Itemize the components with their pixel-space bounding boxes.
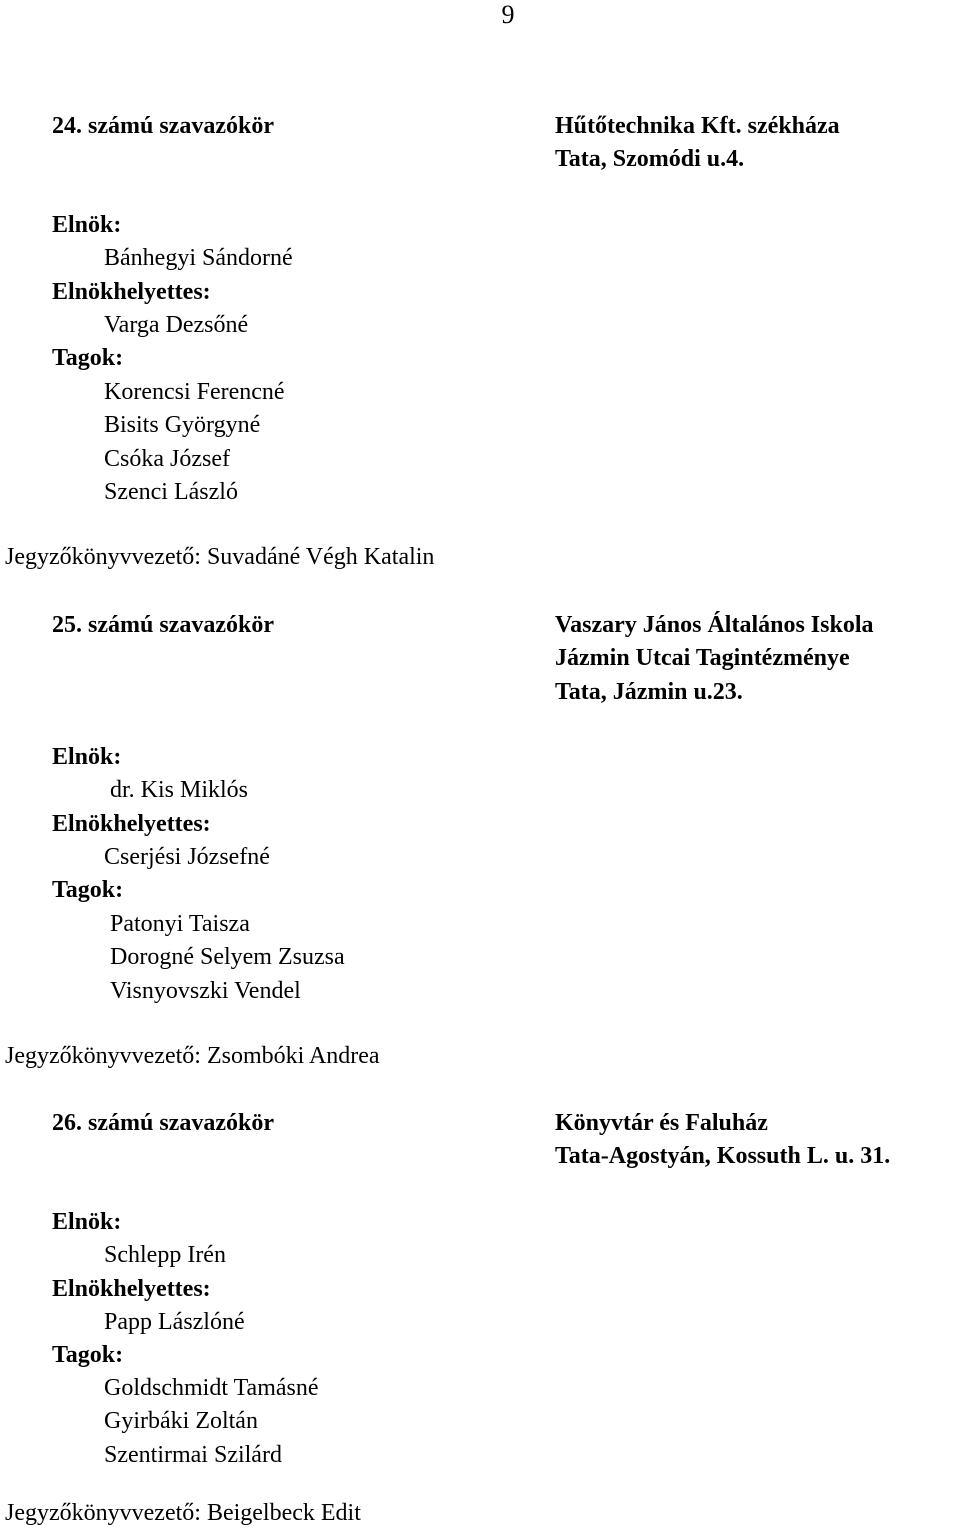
clerk-line: Jegyzőkönyvvezető: Suvadáné Végh Katalin <box>5 544 435 570</box>
chair-label: Elnök: <box>52 212 122 238</box>
address-line: Tata, Szomódi u.4. <box>555 146 745 173</box>
section-title: 26. számú szavazókör <box>52 1110 274 1136</box>
chair-name: Bánhegyi Sándorné <box>104 245 293 271</box>
chair-name: Schlepp Irén <box>104 1242 226 1268</box>
members-list <box>104 376 285 509</box>
vice-chair-name: Papp Lászlóné <box>104 1309 245 1335</box>
member-name: Korencsi Ferencné <box>104 379 285 405</box>
section-address <box>555 1107 890 1174</box>
member-name: Bisits Györgyné <box>104 412 261 439</box>
member-name: Szentirmai Szilárd <box>104 1441 282 1468</box>
members-label: Tagok: <box>52 877 124 903</box>
chair-label: Elnök: <box>52 744 122 770</box>
section-title: 24. számú szavazókör <box>52 113 274 139</box>
address-line: Tata, Jázmin u.23. <box>555 678 743 705</box>
section-title: 25. számú szavazókör <box>52 612 274 638</box>
members-label: Tagok: <box>52 1342 124 1368</box>
address-line: Hűtőtechnika Kft. székháza <box>555 113 840 139</box>
vice-chair-label: Elnökhelyettes: <box>52 1276 211 1302</box>
member-name: Dorogné Selyem Zsuzsa <box>110 944 345 971</box>
vice-chair-name: Varga Dezsőné <box>104 312 249 338</box>
member-name: Szenci László <box>104 478 238 505</box>
section-address <box>555 110 840 177</box>
member-name: Visnyovszki Vendel <box>110 977 301 1004</box>
member-name: Patonyi Taisza <box>110 911 250 937</box>
vice-chair-label: Elnökhelyettes: <box>52 279 211 305</box>
chair-name: dr. Kis Miklós <box>110 777 249 803</box>
address-line: Könyvtár és Faluház <box>555 1110 768 1136</box>
members-list <box>110 908 345 1008</box>
member-name: Goldschmidt Tamásné <box>104 1375 319 1401</box>
vice-chair-label: Elnökhelyettes: <box>52 811 211 837</box>
vice-chair-name: Cserjési Józsefné <box>104 844 270 870</box>
members-list <box>104 1372 319 1472</box>
members-label: Tagok: <box>52 345 124 371</box>
address-line: Tata-Agostyán, Kossuth L. u. 31. <box>555 1143 891 1170</box>
page-number: 9 <box>501 0 515 29</box>
member-name: Gyirbáki Zoltán <box>104 1408 258 1435</box>
member-name: Csóka József <box>104 445 230 472</box>
section-address <box>555 609 874 709</box>
clerk-line: Jegyzőkönyvvezető: Zsombóki Andrea <box>5 1043 380 1069</box>
clerk-line: Jegyzőkönyvvezető: Beigelbeck Edit <box>5 1500 361 1526</box>
address-line: Vaszary János Általános Iskola <box>555 612 874 638</box>
chair-label: Elnök: <box>52 1209 122 1235</box>
address-line: Jázmin Utcai Tagintézménye <box>555 645 850 672</box>
